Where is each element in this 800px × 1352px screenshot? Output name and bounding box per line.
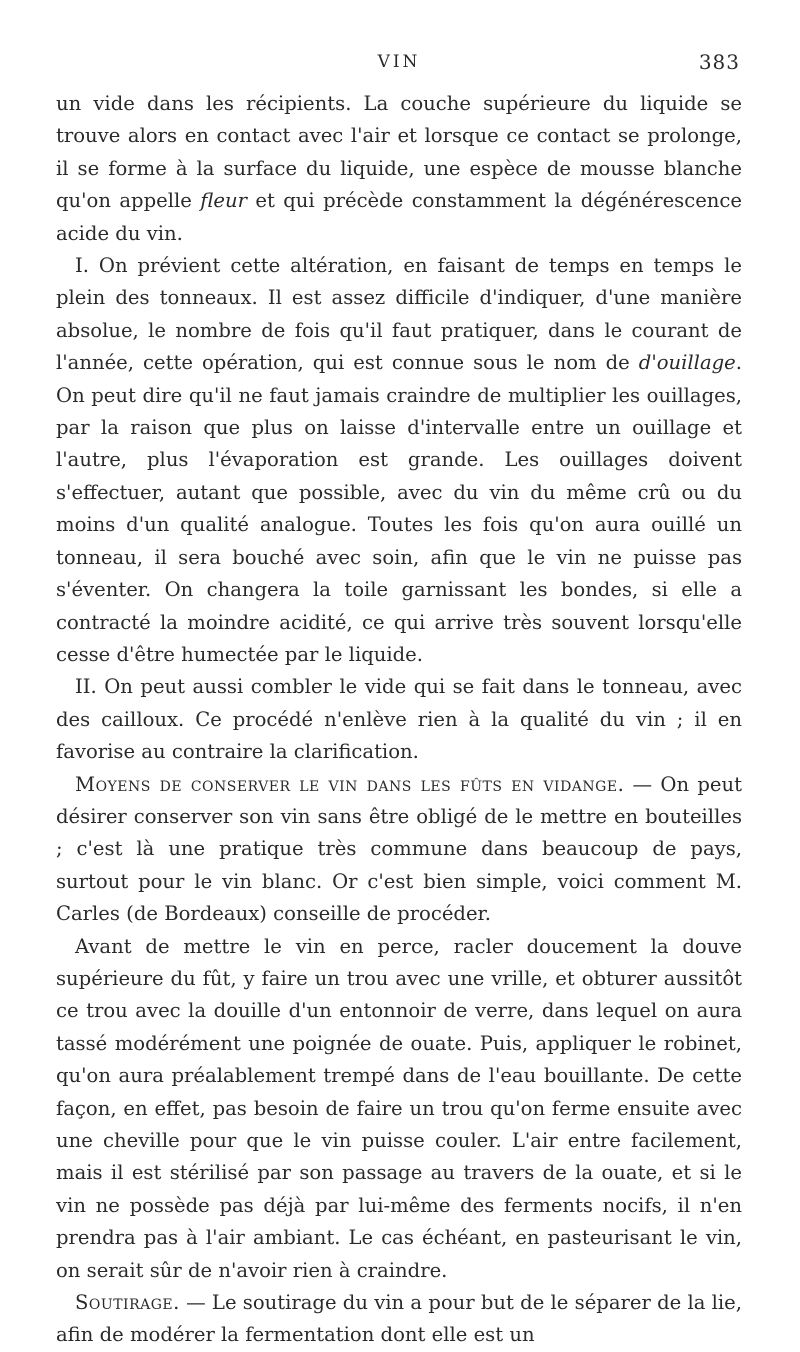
paragraph-procedure (56, 931, 742, 1287)
paragraph-text: — On peut désirer conserver son vin sans être obligé de le mettre en bouteilles ; c'est là une pratique très commune dans beaucoup de pays, surtout pour le vin blanc. Or c'est bien simple, voici comment M. Carles (de Bordeaux) conseille de procéder. (56, 772, 742, 926)
section-heading-moyens: Moyens de conserver le vin dans les fûts en vidange. (75, 772, 625, 796)
paragraph-text: II. On peut aussi combler le vide qui se fait dans le tonneau, avec des cailloux. Ce procédé n'enlève rien à la qualité du vin ; il en favorise au contraire la clarification. (56, 675, 742, 764)
paragraph-continuation (56, 88, 742, 250)
paragraph-text: . On peut dire qu'il ne faut jamais craindre de multiplier les ouillages, par la raison que plus on laisse d'intervalle entre un ouillage et l'autre, plus l'évaporation est grande. Les ouillages doivent s'effectuer, autant que possible, avec du vin du même crû ou du moins d'un qualité analogue. Toutes les fois qu'on aura ouillé un tonneau, il sera bouché avec soin, afin que le vin ne puisse pas s'éventer. On changera la toile garnissant les bondes, si elle a contracté la moindre acidité, ce qui arrive très souvent lorsqu'elle cesse d'être humectée par le liquide. (56, 351, 742, 666)
paragraph-text: et qui précède constamment la dégénérescence acide du vin. (56, 189, 742, 245)
paragraph-cailloux (56, 671, 742, 768)
section-heading-soutirage: Soutirage. (75, 1291, 180, 1315)
page-header (56, 0, 742, 88)
paragraph-text: un vide dans les récipients. La couche supérieure du liquide se trouve alors en contact avec l'air et lorsque ce contact se prolonge, il se forme à la surface du liquide, une espèce de mousse blanche qu'on appelle (56, 92, 742, 213)
paragraph-text: I. On prévient cette altération, en faisant de temps en temps le plein des tonneaux. Il est assez difficile d'indiquer, d'une manière absolue, le nombre de fois qu'il faut pratiquer, dans le courant de l'année, cette opération, qui est connue sous le nom de (56, 254, 742, 375)
emphasis-ouillage: d'ouillage (638, 351, 736, 375)
paragraph-text: — Le soutirage du vin a pour but de le séparer de la lie, afin de modérer la fermentation dont elle est un (56, 1291, 742, 1347)
body-text (56, 88, 742, 1352)
paragraph-soutirage (56, 1287, 742, 1352)
running-title: VIN (377, 52, 421, 72)
page-number: 383 (698, 50, 740, 74)
paragraph-ouillage (56, 250, 742, 671)
emphasis-fleur: fleur (200, 189, 247, 213)
paragraph-text: Avant de mettre le vin en perce, racler doucement la douve supérieure du fût, y faire un trou avec une vrille, et obturer aussitôt ce trou avec la douille d'un entonnoir de verre, dans lequel on aura tassé modérément une poignée de ouate. Puis, appliquer le robinet, qu'on aura préalablement trempé dans de l'eau bouillante. De cette façon, en effet, pas besoin de faire un trou qu'on ferme ensuite avec une cheville pour que le vin puisse couler. L'air entre facilement, mais il est stérilisé par son passage au travers de la ouate, et si le vin ne possède pas déjà par lui-même des ferments nocifs, il n'en prendra pas à l'air ambiant. Le cas échéant, en pasteurisant le vin, on serait sûr de n'avoir rien à craindre. (56, 934, 742, 1282)
paragraph-moyens (56, 769, 742, 931)
